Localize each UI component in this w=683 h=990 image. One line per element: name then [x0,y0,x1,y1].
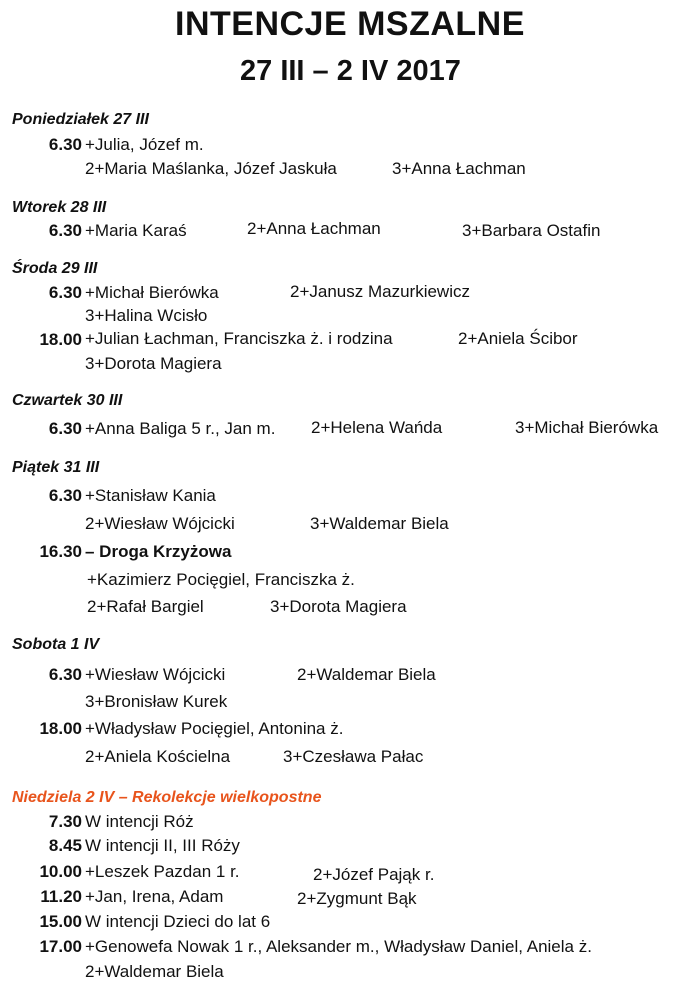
intention: +Genowefa Nowak 1 r., Aleksander m., Władysław Daniel, Aniela ż. [85,937,592,956]
day-heading-friday: Piątek 31 III [12,459,100,476]
mass-time: 6.30 [48,221,82,240]
day-heading-wednesday: Środa 29 III [12,260,98,277]
intention: 2+Waldemar Biela [297,665,436,684]
intention: +Władysław Pocięgiel, Antonina ż. [85,719,344,738]
mass-time: 16.30 [39,542,82,561]
intention: 3+Dorota Magiera [85,354,222,373]
intention: 2+Zygmunt Bąk [297,889,417,908]
intention: W intencji II, III Róży [85,836,240,855]
mass-time: 11.20 [40,887,82,906]
intention: 2+Aniela Kościelna [85,747,231,766]
mass-time: 10.00 [39,862,82,881]
mass-time: 18.00 [39,330,82,349]
intention: +Kazimierz Pocięgiel, Franciszka ż. [87,570,355,589]
intention: +Julian Łachman, Franciszka ż. i rodzina [85,329,393,348]
intention: 3+Dorota Magiera [270,597,407,616]
intention: 3+Barbara Ostafin [462,221,601,240]
mass-time: 6.30 [48,486,82,505]
intention: 2+Anna Łachman [247,219,381,238]
intention: +Julia, Józef m. [85,135,204,154]
intention: +Michał Bierówka [85,283,219,302]
intention: 3+Halina Wcisło [85,306,208,325]
intention: +Jan, Irena, Adam [85,887,224,906]
mass-time: 18.00 [39,719,82,738]
intention: 2+Maria Maślanka, Józef Jaskuła [85,159,337,178]
intention: +Anna Baliga 5 r., Jan m. [85,419,276,438]
intention: +Maria Karaś [85,221,187,240]
intention: +Wiesław Wójcicki [85,665,226,684]
intention: W intencji Dzieci do lat 6 [85,912,271,931]
intention: 2+Józef Pająk r. [313,865,435,884]
mass-time: 6.30 [48,135,82,154]
intention: 2+Aniela Ścibor [458,329,578,348]
mass-time: 15.00 [39,912,82,931]
intention: 2+Waldemar Biela [85,962,224,981]
mass-time: 7.30 [48,812,82,831]
mass-time: 6.30 [48,419,82,438]
mass-time: 6.30 [48,283,82,302]
day-heading-monday: Poniedziałek 27 III [12,111,149,128]
page-title: INTENCJE MSZALNE [175,5,525,43]
mass-time: 6.30 [48,665,82,684]
intention: 3+Waldemar Biela [310,514,449,533]
date-range: 27 III – 2 IV 2017 [240,55,461,87]
day-heading-thursday: Czwartek 30 III [12,392,123,409]
intention: 3+Bronisław Kurek [85,692,228,711]
intention: 2+Helena Wańda [311,418,443,437]
intention: 3+Anna Łachman [392,159,526,178]
intention: 2+Rafał Bargiel [87,597,204,616]
day-heading-tuesday: Wtorek 28 III [12,199,107,216]
day-heading-saturday: Sobota 1 IV [12,636,100,653]
intention: W intencji Róż [85,812,194,831]
day-heading-sunday: Niedziela 2 IV – Rekolekcje wielkopostne [12,789,322,806]
intention: +Stanisław Kania [85,486,216,505]
intention: 2+Wiesław Wójcicki [85,514,235,533]
intention: +Leszek Pazdan 1 r. [85,862,240,881]
intention: 3+Czesława Pałac [283,747,424,766]
intention: 3+Michał Bierówka [515,418,659,437]
intention: 2+Janusz Mazurkiewicz [290,282,470,301]
service-title: – Droga Krzyżowa [85,542,232,561]
mass-time: 8.45 [48,836,82,855]
mass-time: 17.00 [39,937,82,956]
